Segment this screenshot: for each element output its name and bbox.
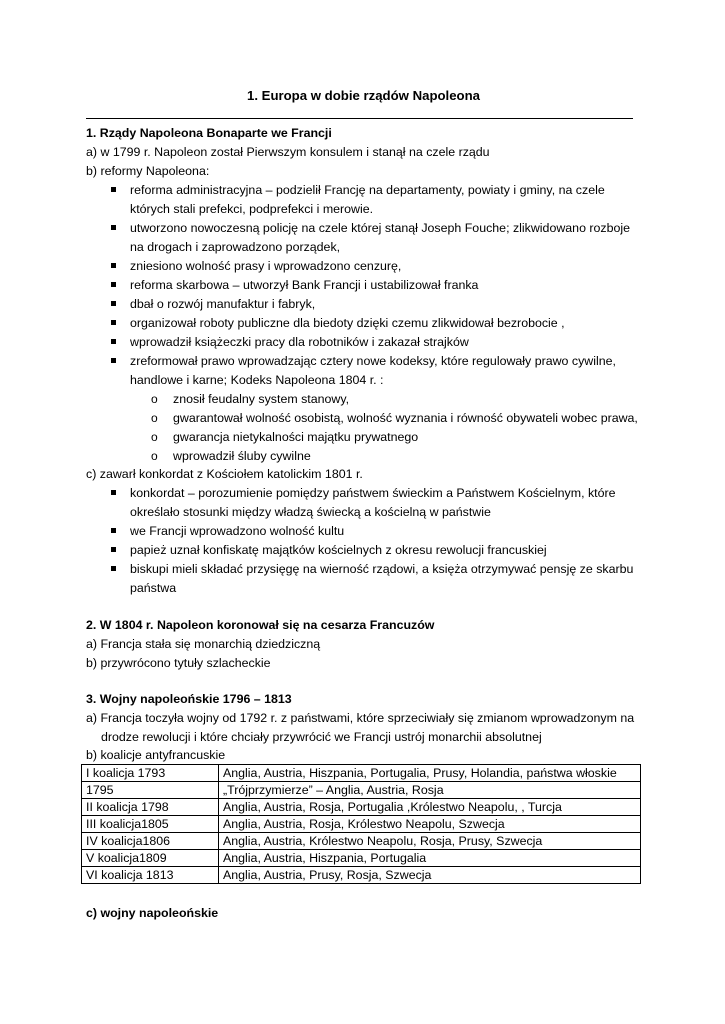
code-item-text: wprowadził śluby cywilne xyxy=(173,449,311,463)
s3-point-a-cont: drodze rewolucji i które chciały przywrócić we Francji ustrój monarchii absolutnej xyxy=(101,730,542,744)
reform-item-text: reforma administracyjna – podzielił Francję na departamenty, powiaty i gminy, na czele xyxy=(130,183,605,197)
bullet-icon xyxy=(111,547,116,552)
reform-item-text: utworzono nowoczesną policję na czele której stanął Joseph Fouche; zlikwidowano rozboje xyxy=(130,221,631,235)
s3-point-c: c) wojny napoleońskie xyxy=(86,906,219,920)
reform-item-text: handlowe i karne; Kodeks Napoleona 1804 r. : xyxy=(130,373,384,387)
title-underline xyxy=(86,118,633,119)
concordat-item-text: określało stosunki między władzą świecką a kościelną w państwie xyxy=(130,505,491,519)
coalition-name-cell: VI koalicja 1813 xyxy=(82,867,219,884)
bullet-icon xyxy=(111,282,116,287)
bullet-icon xyxy=(111,566,116,571)
bullet-icon xyxy=(111,187,116,192)
coalition-name-cell: IV koalicja1806 xyxy=(82,833,219,850)
reform-item-text: zniesiono wolność prasy i wprowadzono cenzurę, xyxy=(130,259,402,273)
concordat-item-text: państwa xyxy=(130,581,177,595)
circle-bullet-icon: o xyxy=(151,392,158,406)
s2-point-b: b) przywrócono tytuły szlacheckie xyxy=(86,656,271,670)
coalition-members-cell: Anglia, Austria, Hiszpania, Portugalia xyxy=(219,850,641,867)
bullet-icon xyxy=(111,339,116,344)
coalition-name-cell: III koalicja1805 xyxy=(82,816,219,833)
page-title: 1. Europa w dobie rządów Napoleona xyxy=(246,88,480,103)
reform-item-text: wprowadził książeczki pracy dla robotników i zakazał strajków xyxy=(130,335,469,349)
coalition-name-cell: I koalicja 1793 xyxy=(82,765,219,782)
code-item-text: gwarantował wolność osobistą, wolność wyznania i równość obywateli wobec prawa, xyxy=(173,411,638,425)
concordat-item-text: biskupi mieli składać przysięgę na wierność rządowi, a księża otrzymywać pensję ze skarbu xyxy=(130,562,634,576)
table-row xyxy=(82,799,641,816)
circle-bullet-icon: o xyxy=(151,411,158,425)
coalitions-table xyxy=(81,764,641,884)
circle-bullet-icon: o xyxy=(151,449,158,463)
coalition-name-cell: 1795 xyxy=(82,782,219,799)
reform-item-text: których stali prefekci, podprefekci i merowie. xyxy=(130,202,374,216)
reform-item-text: na drogach i zaprowadzono porządek, xyxy=(130,240,341,254)
concordat-item-text: we Francji wprowadzono wolność kultu xyxy=(130,524,345,538)
coalition-members-cell: „Trójprzymierze” – Anglia, Austria, Rosja xyxy=(219,782,641,799)
table-row xyxy=(82,850,641,867)
s2-point-a: a) Francja stała się monarchią dziedziczną xyxy=(86,637,321,651)
bullet-icon xyxy=(111,301,116,306)
bullet-icon xyxy=(111,490,116,495)
coalition-members-cell: Anglia, Austria, Prusy, Rosja, Szwecja xyxy=(219,867,641,884)
table-row xyxy=(82,833,641,850)
bullet-icon xyxy=(111,358,116,363)
s1-point-c: c) zawarł konkordat z Kościołem katolickim 1801 r. xyxy=(86,467,363,481)
circle-bullet-icon: o xyxy=(151,430,158,444)
table-row xyxy=(82,816,641,833)
coalition-name-cell: II koalicja 1798 xyxy=(82,799,219,816)
reform-item-text: reforma skarbowa – utworzył Bank Francji i ustabilizował franka xyxy=(130,278,479,292)
coalition-name-cell: V koalicja1809 xyxy=(82,850,219,867)
bullet-icon xyxy=(111,225,116,230)
section-3-heading: 3. Wojny napoleońskie 1796 – 1813 xyxy=(86,692,292,706)
s3-point-a: a) Francja toczyła wojny od 1792 r. z państwami, które sprzeciwiały się zmianom wprowadzonym na xyxy=(86,711,635,725)
reform-item-text: organizował roboty publiczne dla biedoty dzięki czemu zlikwidował bezrobocie , xyxy=(130,316,565,330)
s1-point-a: a) w 1799 r. Napoleon został Pierwszym konsulem i stanął na czele rządu xyxy=(86,145,490,159)
code-item-text: znosił feudalny system stanowy, xyxy=(173,392,350,406)
coalition-members-cell: Anglia, Austria, Rosja, Portugalia ,Królestwo Neapolu, , Turcja xyxy=(219,799,641,816)
section-2-heading: 2. W 1804 r. Napoleon koronował się na cesarza Francuzów xyxy=(86,618,435,632)
table-row xyxy=(82,867,641,884)
code-item-text: gwarancja nietykalności majątku prywatnego xyxy=(173,430,419,444)
coalition-members-cell: Anglia, Austria, Królestwo Neapolu, Rosja, Prusy, Szwecja xyxy=(219,833,641,850)
s3-point-b: b) koalicje antyfrancuskie xyxy=(86,748,226,762)
concordat-item-text: konkordat – porozumienie pomiędzy państwem świeckim a Państwem Kościelnym, które xyxy=(130,486,616,500)
bullet-icon xyxy=(111,320,116,325)
table-row xyxy=(82,765,641,782)
coalition-members-cell: Anglia, Austria, Rosja, Królestwo Neapolu, Szwecja xyxy=(219,816,641,833)
coalition-members-cell: Anglia, Austria, Hiszpania, Portugalia, Prusy, Holandia, państwa włoskie xyxy=(219,765,641,782)
bullet-icon xyxy=(111,528,116,533)
section-1-heading: 1. Rządy Napoleona Bonaparte we Francji xyxy=(86,126,332,140)
reform-item-text: zreformował prawo wprowadzając cztery nowe kodeksy, które regulowały prawo cywilne, xyxy=(130,354,616,368)
table-row xyxy=(82,782,641,799)
s1-point-b: b) reformy Napoleona: xyxy=(86,164,210,178)
bullet-icon xyxy=(111,263,116,268)
reform-item-text: dbał o rozwój manufaktur i fabryk, xyxy=(130,297,316,311)
concordat-item-text: papież uznał konfiskatę majątków kościelnych z okresu rewolucji francuskiej xyxy=(130,543,547,557)
